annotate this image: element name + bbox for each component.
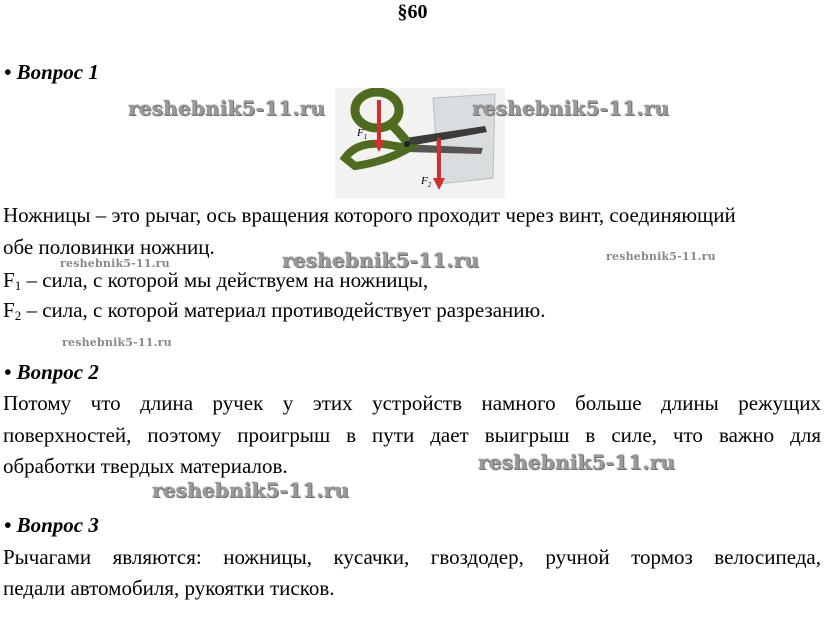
page-title: §60 [397, 1, 428, 23]
question-3-heading: • Вопрос 3 [4, 513, 99, 537]
watermark: reshebnik5-11.ru [606, 250, 716, 263]
watermark: reshebnik5-11.ru [282, 248, 480, 272]
q2-line-2: поверхностей, поэтому проигрыш в пути дает выигрыш в силе, что важно для [3, 423, 821, 447]
watermark: reshebnik5-11.ru [62, 336, 172, 349]
q2-line-3: обработки твердых материалов. [3, 454, 288, 478]
watermark: reshebnik5-11.ru [472, 96, 670, 120]
pivot-screw [404, 141, 410, 147]
force-f1-description: $F_1$ – сила, с которой мы действуем на ножницы, [3, 268, 429, 293]
watermark: reshebnik5-11.ru [152, 478, 350, 502]
watermark: reshebnik5-11.ru [128, 96, 326, 120]
question-2-heading: • Вопрос 2 [4, 360, 99, 384]
force-f2-description: $F_2$ – сила, с которой материал противодействует разрезанию. [3, 298, 546, 323]
q3-line-1: Рычагами являются: ножницы, кусачки, гвоздодер, ручной тормоз велосипеда, [3, 545, 821, 569]
question-1-heading: • Вопрос 1 [4, 60, 99, 84]
q3-line-2: педали автомобиля, рукоятки тисков. [3, 576, 335, 600]
force-f2-label: $F_2$ [421, 175, 432, 189]
q1-line-1: Ножницы – это рычаг, ось вращения которого проходит через винт, соединяющий [3, 203, 736, 227]
watermark: reshebnik5-11.ru [478, 450, 676, 474]
q1-line-2: обе половинки ножниц. [3, 235, 215, 259]
force-f1-label: $F_1$ [357, 127, 368, 141]
q2-line-1: Потому что длина ручек у этих устройств намного больше длины режущих [3, 391, 821, 415]
watermark: reshebnik5-11.ru [60, 257, 170, 270]
